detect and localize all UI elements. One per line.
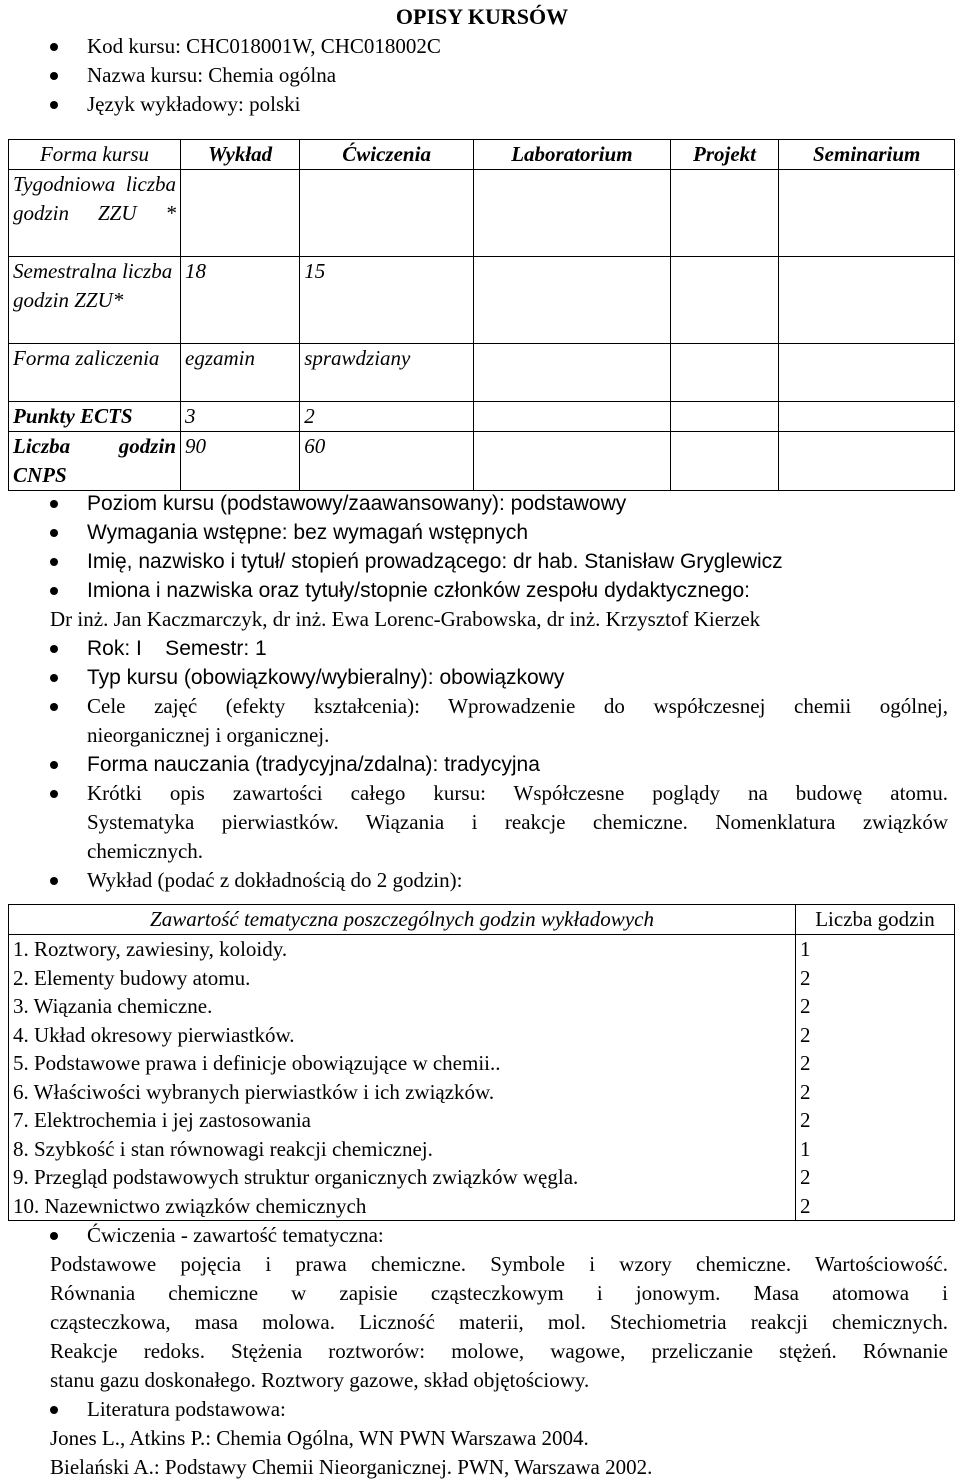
table-cell: 2 [300, 402, 474, 432]
course-summary [0, 779, 960, 866]
table-row [9, 1192, 955, 1221]
course-goals-line: nieorganicznej i organicznej. [87, 723, 330, 747]
exercises-line: Równania chemiczne w zapisie cząsteczkowym i jonowym. Masa atomowa i [50, 1281, 948, 1305]
course-language: Język wykładowy: polski [0, 90, 960, 119]
lecture-hours: 2 [796, 1078, 955, 1107]
course-summary-line: Krótki opis zawartości całego kursu: Współczesne poglądy na budowę atomu. [87, 781, 948, 805]
exercises-line: cząsteczkowa, masa molowa. Liczność materii, mol. Stechiometria reakcji chemicznych. [50, 1310, 948, 1334]
table-row [9, 1021, 955, 1050]
course-code: Kod kursu: CHC018001W, CHC018002C [0, 32, 960, 61]
header-forma-kursu: Forma kursu [9, 140, 181, 170]
table-cell [779, 257, 955, 344]
course-table-header-row [9, 140, 955, 170]
table-cell: sprawdziany [300, 344, 474, 402]
exercises-line: stanu gazu doskonałego. Roztwory gazowe, skład objętościowy. [50, 1368, 590, 1392]
table-cell: 60 [300, 432, 474, 491]
table-row [9, 257, 955, 344]
row-label-punkty-ects: Punkty ECTS [9, 402, 181, 432]
table-cell [300, 170, 474, 257]
row-label-semestralna: Semestralna liczba godzin ZZU* [9, 257, 181, 344]
lecture-topic: 3. Wiązania chemiczne. [9, 992, 796, 1021]
table-cell: 90 [181, 432, 300, 491]
table-cell: 15 [300, 257, 474, 344]
table-row [9, 1135, 955, 1164]
lecture-hours: 2 [796, 1049, 955, 1078]
table-cell [474, 344, 671, 402]
lecture-hours: 2 [796, 992, 955, 1021]
lecture-hours: 1 [796, 1135, 955, 1164]
header-laboratorium: Laboratorium [474, 140, 671, 170]
course-summary-line: chemicznych. [87, 839, 204, 863]
table-cell [670, 257, 779, 344]
table-row [9, 170, 955, 257]
lecture-hours: 2 [796, 1192, 955, 1221]
course-name: Nazwa kursu: Chemia ogólna [0, 61, 960, 90]
team-label: Imiona i nazwiska oraz tytuły/stopnie członków zespołu dydaktycznego: [0, 576, 960, 605]
course-level: Poziom kursu (podstawowy/zaawansowany): podstawowy [0, 489, 960, 518]
header-wyklad: Wykład [181, 140, 300, 170]
row-label-forma-zaliczenia: Forma zaliczenia [9, 344, 181, 402]
course-form-table [8, 139, 955, 491]
table-cell [779, 402, 955, 432]
lecture-topic: 1. Roztwory, zawiesiny, koloidy. [9, 935, 796, 964]
table-cell [474, 257, 671, 344]
exercises-line: Podstawowe pojęcia i prawa chemiczne. Symbole i wzory chemiczne. Wartościowość. [50, 1252, 948, 1276]
exercises-section [0, 1221, 960, 1482]
lecture-topic: 7. Elektrochemia i jej zastosowania [9, 1106, 796, 1135]
lecture-topic: 10. Nazewnictwo związków chemicznych [9, 1192, 796, 1221]
table-cell [779, 170, 955, 257]
header-projekt: Projekt [670, 140, 779, 170]
header-cwiczenia: Ćwiczenia [300, 140, 474, 170]
page-title: OPISY KURSÓW [395, 4, 569, 29]
lecture-topics-table [8, 904, 955, 1221]
table-row [9, 432, 955, 491]
literature-label: Literatura podstawowa: [0, 1395, 960, 1424]
literature-item: Jones L., Atkins P.: Chemia Ogólna, WN PWN Warszawa 2004. [50, 1426, 589, 1450]
course-info-list [0, 489, 960, 895]
table-row [9, 344, 955, 402]
lecture-topic: 6. Właściwości wybranych pierwiastków i ich związków. [9, 1078, 796, 1107]
row-label-tygodniowa: Tygodniowa liczba godzin ZZU * [9, 170, 181, 257]
header-topics: Zawartość tematyczna poszczególnych godzin wykładowych [9, 905, 796, 935]
course-type: Typ kursu (obowiązkowy/wybieralny): obowiązkowy [0, 663, 960, 692]
table-cell: 3 [181, 402, 300, 432]
table-row [9, 964, 955, 993]
lecture-topic: 4. Układ okresowy pierwiastków. [9, 1021, 796, 1050]
table-cell [181, 170, 300, 257]
lecture-topic: 9. Przegląd podstawowych struktur organicznych związków węgla. [9, 1163, 796, 1192]
lecture-table-header-row [9, 905, 955, 935]
table-cell [474, 170, 671, 257]
table-cell [670, 170, 779, 257]
table-cell [474, 432, 671, 491]
table-row [9, 935, 955, 964]
course-summary-line: Systematyka pierwiastków. Wiązania i reakcje chemiczne. Nomenklatura związków [87, 810, 948, 834]
table-row [9, 1106, 955, 1135]
row-label-cnps: Liczba godzin CNPS [9, 432, 181, 491]
lecture-hours: 2 [796, 1021, 955, 1050]
prerequisites: Wymagania wstępne: bez wymagań wstępnych [0, 518, 960, 547]
header-seminarium: Seminarium [779, 140, 955, 170]
team-members: Dr inż. Jan Kaczmarczyk, dr inż. Ewa Lorenc-Grabowska, dr inż. Krzysztof Kierzek [50, 607, 761, 631]
lecture-hours: 2 [796, 964, 955, 993]
table-row [9, 1049, 955, 1078]
lecture-hours: 1 [796, 935, 955, 964]
table-cell [670, 432, 779, 491]
table-cell [779, 432, 955, 491]
exercises-label: Ćwiczenia - zawartość tematyczna: [0, 1221, 960, 1250]
course-header-list [0, 32, 960, 119]
lecturer: Imię, nazwisko i tytuł/ stopień prowadzącego: dr hab. Stanisław Gryglewicz [0, 547, 960, 576]
exercises-body [0, 1250, 960, 1395]
year-semester: Rok: I Semestr: 1 [0, 634, 960, 663]
table-cell [670, 402, 779, 432]
course-goals-line: Cele zajęć (efekty kształcenia): Wprowadzenie do współczesnej chemii ogólnej, [87, 694, 948, 718]
lecture-hours: 2 [796, 1106, 955, 1135]
course-goals [0, 692, 960, 750]
table-cell [779, 344, 955, 402]
table-cell [474, 402, 671, 432]
teaching-form: Forma nauczania (tradycyjna/zdalna): tradycyjna [0, 750, 960, 779]
table-cell: egzamin [181, 344, 300, 402]
header-hours: Liczba godzin [796, 905, 955, 935]
table-row [9, 402, 955, 432]
table-row [9, 992, 955, 1021]
table-cell [670, 344, 779, 402]
table-row [9, 1078, 955, 1107]
lecture-label: Wykład (podać z dokładnością do 2 godzin): [0, 866, 960, 895]
lecture-hours: 2 [796, 1163, 955, 1192]
literature-item: Bielański A.: Podstawy Chemii Nieorganicznej. PWN, Warszawa 2002. [50, 1455, 653, 1479]
lecture-topic: 2. Elementy budowy atomu. [9, 964, 796, 993]
exercises-line: Reakcje redoks. Stężenia roztworów: molowe, wagowe, przeliczanie stężeń. Równanie [50, 1339, 948, 1363]
table-row [9, 1163, 955, 1192]
table-cell: 18 [181, 257, 300, 344]
lecture-topic: 5. Podstawowe prawa i definicje obowiązujące w chemii.. [9, 1049, 796, 1078]
lecture-topic: 8. Szybkość i stan równowagi reakcji chemicznej. [9, 1135, 796, 1164]
